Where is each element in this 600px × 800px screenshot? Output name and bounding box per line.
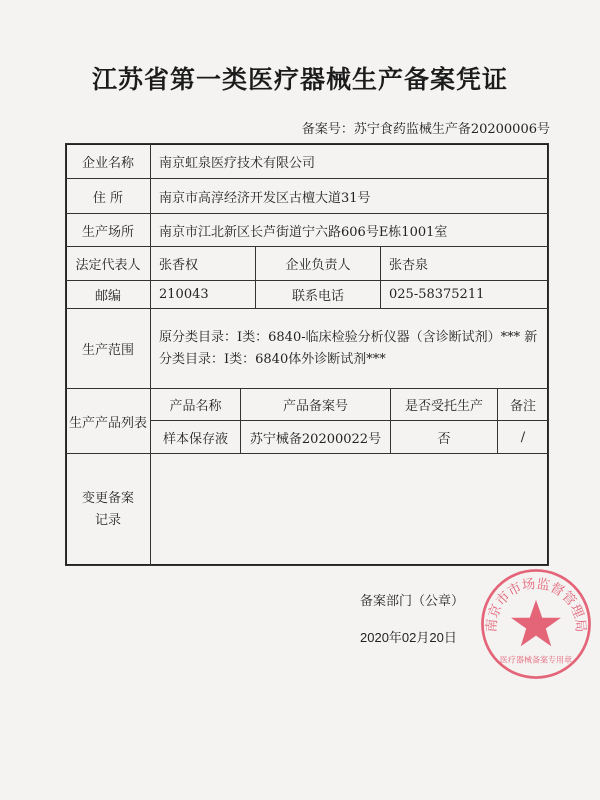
label-postcode: 邮编 <box>65 280 151 309</box>
star-icon <box>511 600 561 646</box>
value-legal-rep: 张香权 <box>150 246 256 281</box>
label-legal-rep: 法定代表人 <box>65 246 151 281</box>
value-responsible: 张杏泉 <box>380 246 549 281</box>
value-postcode: 210043 <box>150 280 256 309</box>
label-products: 生产产品列表 <box>65 388 151 454</box>
value-address: 南京市高淳经济开发区古檀大道31号 <box>150 178 549 214</box>
products-header-remark: 备注 <box>497 388 549 421</box>
label-scope: 生产范围 <box>65 308 151 389</box>
filing-date: 2020年02月20日 <box>360 630 457 645</box>
products-header-entrusted: 是否受托生产 <box>390 388 498 421</box>
product-name: 样本保存液 <box>150 420 241 454</box>
value-site: 南京市江北新区长芦街道宁六路606号E栋1001室 <box>150 213 549 247</box>
document-title: 江苏省第一类医疗器械生产备案凭证 <box>91 65 508 94</box>
svg-text:南京市市场监督管理局: 南京市市场监督管理局 <box>484 576 588 633</box>
value-company-name: 南京虹泉医疗技术有限公司 <box>150 143 549 179</box>
official-seal <box>478 566 594 682</box>
label-responsible: 企业负责人 <box>255 246 381 281</box>
product-entrusted: 否 <box>390 420 498 454</box>
svg-text:医疗器械备案专用章: 医疗器械备案专用章 <box>499 655 573 665</box>
products-header-name: 产品名称 <box>150 388 241 421</box>
product-record-no: 苏宁械备20200022号 <box>240 420 391 454</box>
products-header-record: 产品备案号 <box>240 388 391 421</box>
value-changes <box>150 453 549 566</box>
value-phone: 025-58375211 <box>380 280 549 309</box>
label-phone: 联系电话 <box>255 280 381 309</box>
label-address: 住 所 <box>65 178 151 214</box>
label-changes: 变更备案记录 <box>65 453 151 566</box>
label-company-name: 企业名称 <box>65 143 151 179</box>
filing-department: 备案部门（公章） <box>360 594 465 609</box>
value-scope: 原分类目录：I类：6840-临床检验分析仪器（含诊断试剂）*** 新分类目录：I类：6840体外诊断试剂*** <box>150 308 549 389</box>
label-site: 生产场所 <box>65 213 151 247</box>
record-number: 备案号：苏宁食药监械生产备20200006号 <box>301 122 550 137</box>
product-remark: / <box>497 420 549 454</box>
